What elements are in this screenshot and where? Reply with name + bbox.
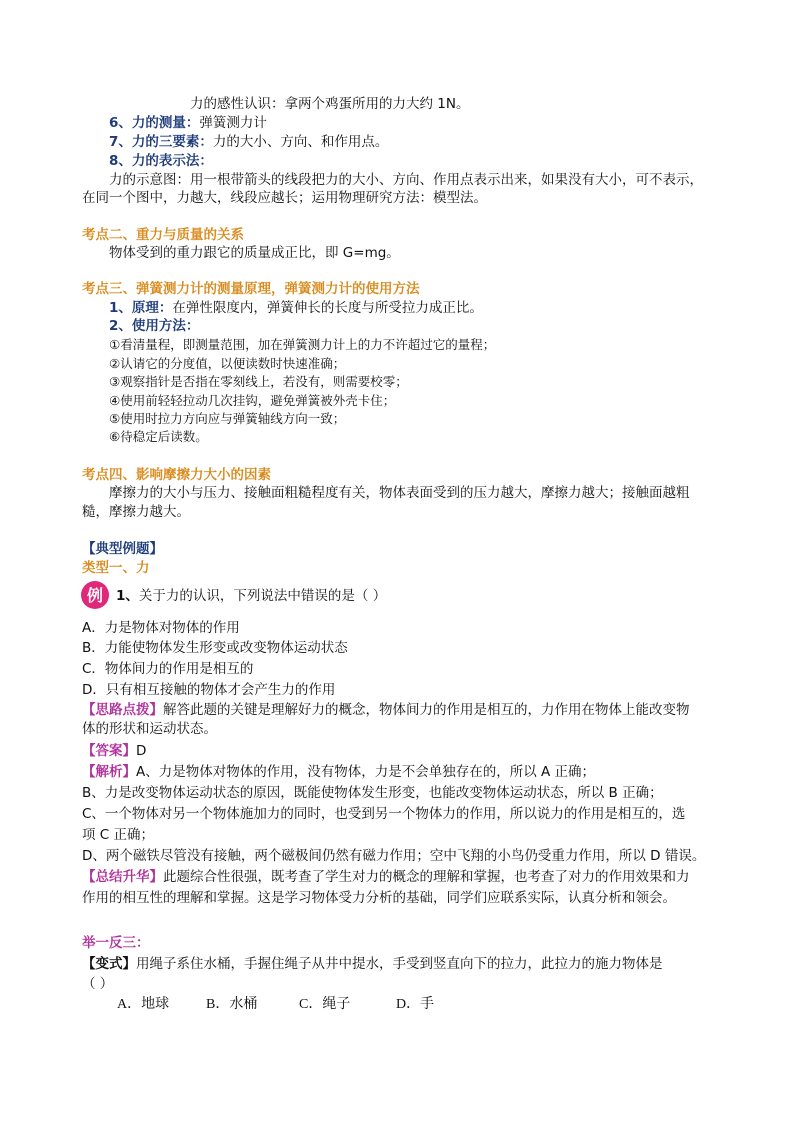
kp2-text: 物体受到的重力跟它的质量成正比，即 G=mg。 bbox=[109, 245, 400, 261]
usage-step-4: ④使用前轻轻拉动几次挂钩，避免弹簧被外壳卡住； bbox=[109, 393, 396, 408]
practice-option-d: D．手 bbox=[396, 997, 435, 1012]
example-badge-text: 例 bbox=[86, 586, 104, 605]
answer-label: 【答案】 bbox=[82, 743, 136, 759]
kp3-principle bbox=[109, 299, 483, 317]
question-1 bbox=[116, 587, 386, 605]
usage-label: 2、使用方法： bbox=[109, 318, 200, 334]
diagram-line-1: 力的示意图：用一根带箭头的线段把力的大小、方向、作用点表示出来，如果没有大小，可不表示， bbox=[109, 172, 703, 188]
summary-line-2: 作用的相互性的理解和掌握。这是学习物体受力分析的基础，同学们应联系实际，认真分析和领会。 bbox=[82, 890, 676, 906]
kp4-title: 考点四、影响摩擦力大小的因素 bbox=[82, 467, 271, 483]
practice-option-c: C．绳子 bbox=[299, 997, 351, 1012]
kp4-line-2: 糙，摩擦力越大。 bbox=[82, 504, 190, 520]
analysis-line-3: C、一个物体对另一个物体施加力的同时，也受到另一个物体力的作用，所以说力的作用是相互的，选 bbox=[82, 806, 686, 822]
question-text: 关于力的认识，下列说法中错误的是（ ） bbox=[138, 588, 387, 604]
examples-heading: 【典型例题】 bbox=[82, 541, 163, 557]
usage-step-3: ③观察指针是否指在零刻线上，若没有，则需要校零； bbox=[109, 374, 408, 389]
analysis-line-4: 项 C 正确； bbox=[82, 827, 155, 843]
practice-heading: 举一反三： bbox=[82, 935, 150, 951]
practice-option-b: B．水桶 bbox=[206, 997, 258, 1012]
hint-label: 【思路点拨】 bbox=[82, 702, 163, 718]
practice-paren: （ ） bbox=[82, 976, 114, 992]
practice-question bbox=[82, 955, 663, 973]
summary-text-1: 此题综合性很强，既考查了学生对力的概念的理解和掌握，也考查了对力的作用效果和力 bbox=[163, 869, 690, 885]
hint-line-1 bbox=[82, 701, 690, 719]
summary-label: 【总结升华】 bbox=[82, 869, 163, 885]
item-6-label: 6、力的测量： bbox=[109, 115, 200, 131]
type1-heading: 类型一、力 bbox=[82, 560, 150, 576]
item-6-text: 弹簧测力计 bbox=[199, 115, 267, 131]
item-7 bbox=[109, 133, 388, 151]
usage-step-5: ⑤使用时拉力方向应与弹簧轴线方向一致； bbox=[109, 411, 346, 426]
practice-option-a: A．地球 bbox=[117, 997, 170, 1012]
hint-line-2: 体的形状和运动状态。 bbox=[82, 721, 217, 737]
kp2-title: 考点二、重力与质量的关系 bbox=[82, 227, 244, 243]
item-7-text: 力的大小、方向、和作用点。 bbox=[212, 134, 389, 150]
hint-text-1: 解答此题的关键是理解好力的概念，物体间力的作用是相互的，力作用在物体上能改变物 bbox=[163, 702, 690, 718]
analysis-label: 【解析】 bbox=[82, 764, 136, 780]
usage-step-2: ②认请它的分度值，以便读数时快速准确； bbox=[109, 356, 346, 371]
practice-text: 用绳子系住水桶，手握住绳子从井中提水，手受到竖直向下的拉力，此拉力的施力物体是 bbox=[136, 956, 663, 972]
practice-label: 【变式】 bbox=[82, 956, 136, 972]
kp3-title: 考点三、弹簧测力计的测量原理，弹簧测力计的使用方法 bbox=[82, 281, 420, 297]
kp4-line-1: 摩擦力的大小与压力、接触面粗糙程度有关，物体表面受到的压力越大，摩擦力越大；接触面越粗 bbox=[109, 485, 690, 501]
example-badge-icon bbox=[80, 580, 110, 610]
perception-line: 力的感性认识：拿两个鸡蛋所用的力大约 1N。 bbox=[190, 96, 470, 112]
answer-line bbox=[82, 742, 146, 760]
analysis-line-2: B、力是改变物体运动状态的原因，既能使物体发生形变，也能改变物体运动状态，所以 B 正确； bbox=[82, 785, 663, 801]
item-8-label: 8、力的表示法： bbox=[109, 153, 213, 169]
analysis-text-1: A、力是物体对物体的作用，没有物体，力是不会单独存在的，所以 A 正确； bbox=[136, 764, 596, 780]
item-7-label: 7、力的三要素： bbox=[109, 134, 213, 150]
option-d: D．只有相互接触的物体才会产生力的作用 bbox=[82, 682, 336, 698]
question-number: 1、 bbox=[116, 588, 139, 604]
option-b: B．力能使物体发生形变或改变物体运动状态 bbox=[82, 640, 348, 656]
analysis-line-1 bbox=[82, 763, 595, 781]
summary-line-1 bbox=[82, 868, 690, 886]
answer-value: D bbox=[136, 743, 147, 759]
usage-step-1: ①看清量程，即测量范围，加在弹簧测力计上的力不许超过它的量程； bbox=[109, 337, 496, 352]
principle-text: 在弹性限度内，弹簧伸长的长度与所受拉力成正比。 bbox=[172, 300, 483, 316]
option-a: A．力是物体对物体的作用 bbox=[82, 620, 240, 636]
principle-label: 1、原理： bbox=[109, 300, 173, 316]
option-c: C．物体间力的作用是相互的 bbox=[82, 661, 254, 677]
item-6 bbox=[109, 114, 267, 132]
usage-step-6: ⑥待稳定后读数。 bbox=[109, 429, 208, 444]
diagram-line-2: 在同一个图中，力越大，线段应越长；运用物理研究方法：模型法。 bbox=[82, 190, 487, 206]
analysis-line-5: D、两个磁铁尽管没有接触，两个磁极间仍然有磁力作用；空中飞翔的小鸟仍受重力作用，所以 D 错误。 bbox=[82, 848, 706, 864]
